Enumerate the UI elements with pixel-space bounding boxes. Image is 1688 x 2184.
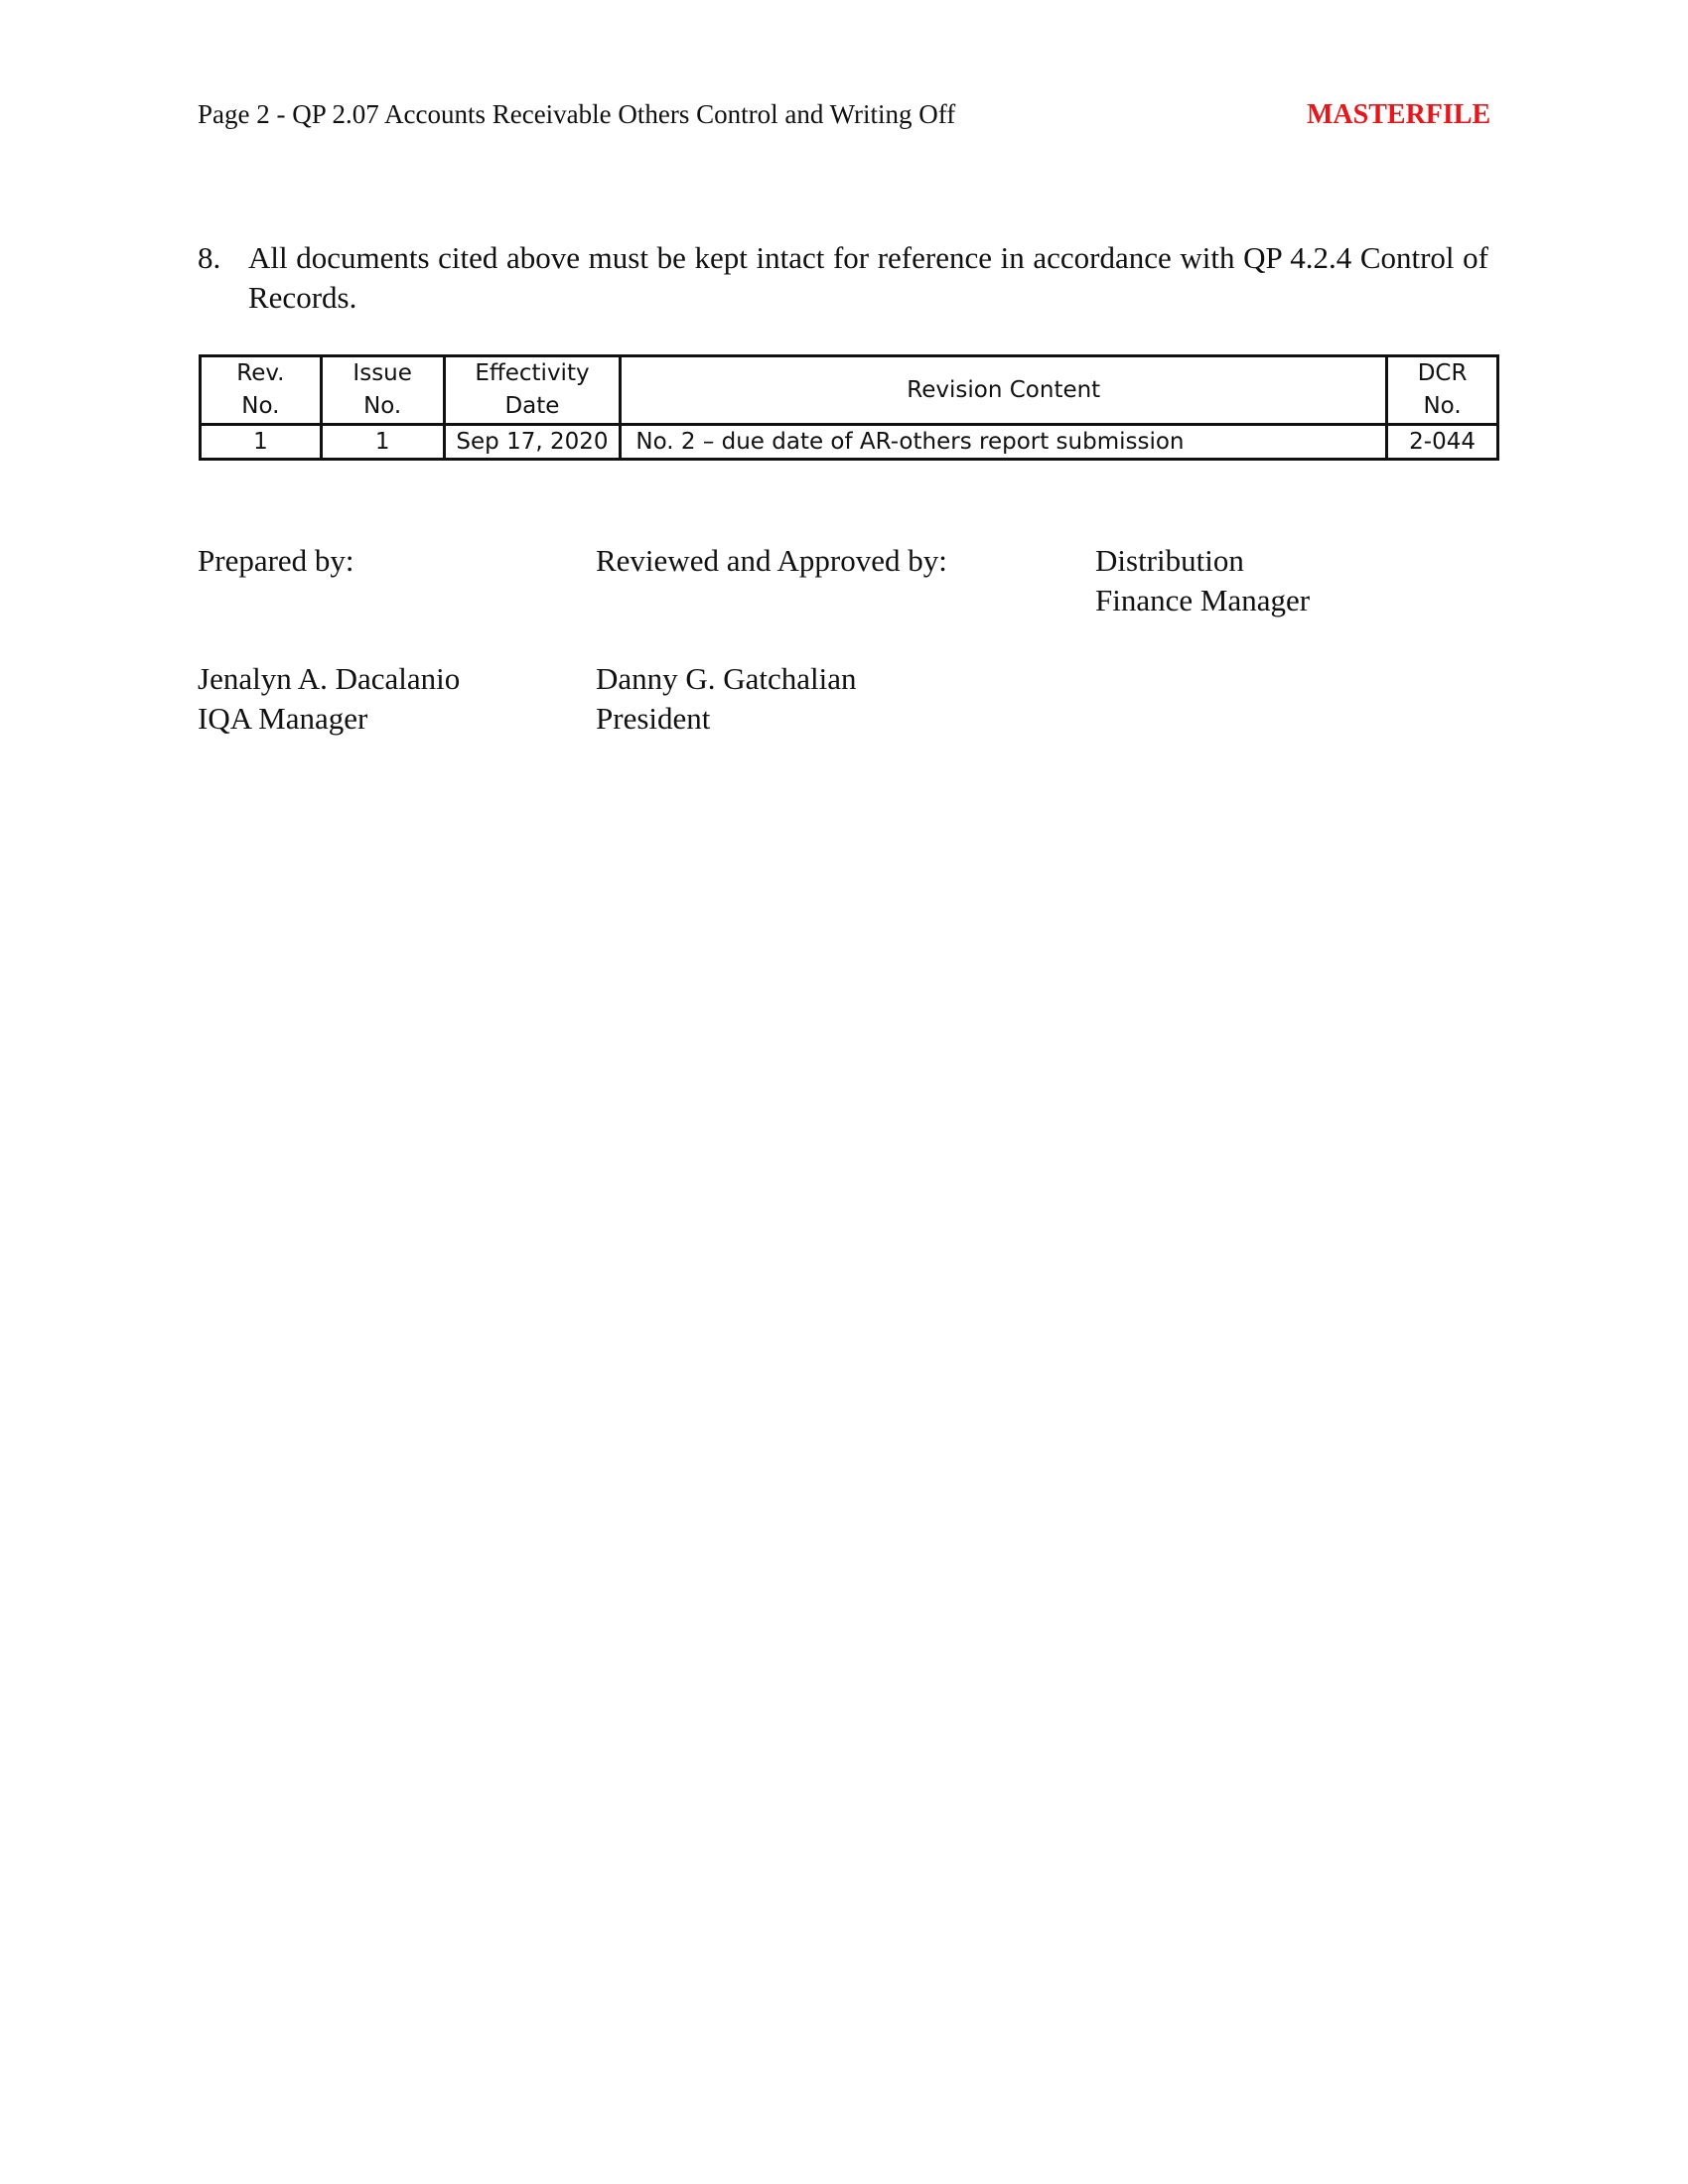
revision-table bbox=[199, 354, 1499, 461]
prepared-by-label: Prepared by: bbox=[198, 543, 354, 578]
revision-table-header-row bbox=[201, 356, 1498, 425]
effectivity-date-header: Effectivity Date bbox=[444, 356, 621, 425]
page-header-title: Page 2 - QP 2.07 Accounts Receivable Others Control and Writing Off bbox=[198, 99, 956, 129]
dcr-no-header: DCR No. bbox=[1387, 356, 1498, 425]
revision-content-cell: No. 2 – due date of AR-others report submission bbox=[621, 425, 1387, 460]
preparer-title: IQA Manager bbox=[198, 701, 368, 736]
item-number: 8. bbox=[198, 240, 221, 275]
reviewed-approved-label: Reviewed and Approved by: bbox=[596, 543, 947, 578]
procedure-item bbox=[198, 238, 1488, 318]
rev-no-header: Rev. No. bbox=[201, 356, 322, 425]
distribution-recipient: Finance Manager bbox=[1095, 583, 1311, 617]
preparer-name: Jenalyn A. Dacalanio bbox=[198, 661, 461, 696]
dcr-no-cell: 2-044 bbox=[1387, 425, 1498, 460]
item-text: All documents cited above must be kept intact for reference in accordance with QP 4.2.4 Control of Records. bbox=[248, 240, 1488, 315]
masterfile-label: MASTERFILE bbox=[1307, 99, 1491, 130]
issue-no-header: Issue No. bbox=[321, 356, 444, 425]
approver-title: President bbox=[596, 701, 711, 736]
approver-name: Danny G. Gatchalian bbox=[596, 661, 857, 696]
table-row bbox=[201, 425, 1498, 460]
rev-no-cell: 1 bbox=[201, 425, 322, 460]
revision-content-header: Revision Content bbox=[621, 356, 1387, 425]
distribution-label: Distribution bbox=[1095, 543, 1244, 578]
issue-no-cell: 1 bbox=[321, 425, 444, 460]
effectivity-date-cell: Sep 17, 2020 bbox=[444, 425, 621, 460]
